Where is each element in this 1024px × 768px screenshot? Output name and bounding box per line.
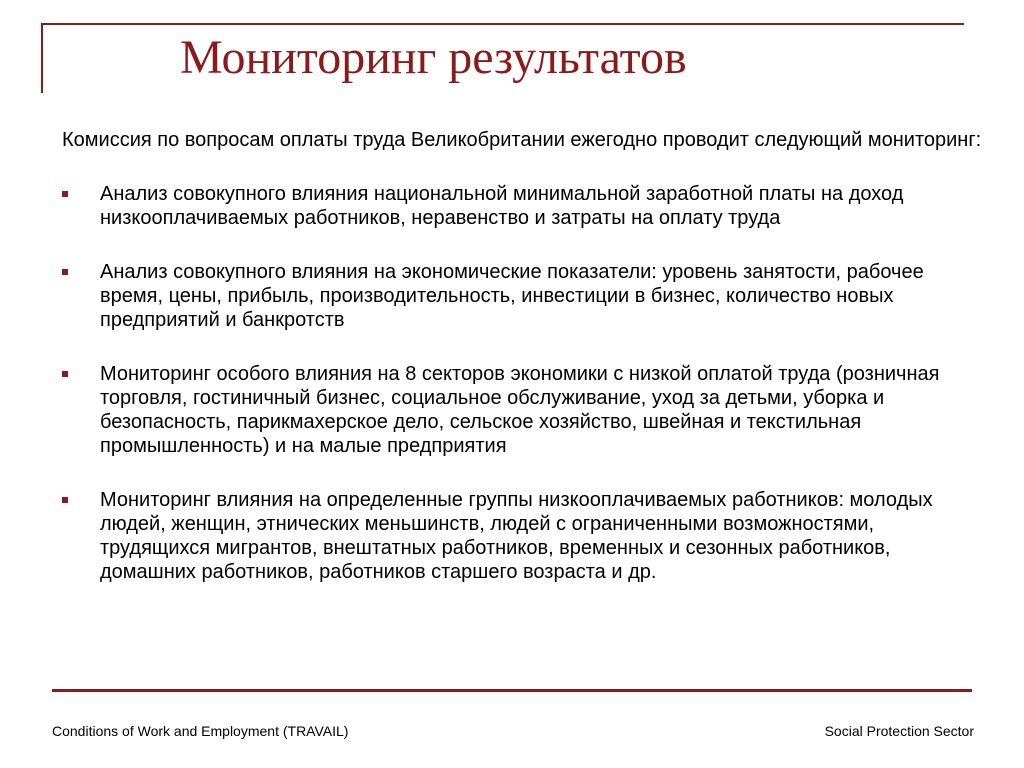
bullet-item — [62, 362, 982, 458]
bullet-text: Анализ совокупного влияния на экономические показатели: уровень занятости, рабочее время, цены, прибыль, производительность, инвестиции в бизнес, количество новых предприятий и банкротств — [100, 261, 924, 331]
slide-content — [62, 128, 982, 614]
square-bullet-icon — [62, 191, 68, 197]
bullet-list — [62, 182, 982, 584]
title-frame-left-rule — [41, 23, 43, 93]
footer-rule — [52, 689, 972, 692]
bullet-item — [62, 182, 982, 230]
footer-left-text: Conditions of Work and Employment (TRAVAIL) — [52, 723, 349, 739]
square-bullet-icon — [62, 371, 68, 377]
square-bullet-icon — [62, 269, 68, 275]
title-frame-top-rule — [41, 23, 964, 25]
square-bullet-icon — [62, 497, 68, 503]
slide-title: Мониторинг результатов — [180, 31, 687, 84]
bullet-text: Мониторинг особого влияния на 8 секторов экономики с низкой оплатой труда (розничная торговля, гостиничный бизнес, социальное обслуживание, уход за детьми, уборка и безопасность, парикмахерское дело, сельское хозяйство, швейная и текстильная промышленность) и на малые предприятия — [100, 363, 940, 457]
intro-paragraph: Комиссия по вопросам оплаты труда Великобритании ежегодно проводит следующий мониторинг: — [62, 129, 982, 151]
bullet-item — [62, 260, 982, 332]
bullet-text: Анализ совокупного влияния национальной минимальной заработной платы на доход низкооплачиваемых работников, неравенство и затраты на оплату труда — [100, 183, 904, 229]
bullet-text: Мониторинг влияния на определенные группы низкооплачиваемых работников: молодых людей, женщин, этнических меньшинств, людей с ограниченными возможностями, трудящихся мигрантов, внештатных работников, временных и сезонных работников, домашних работников, работников старшего возраста и др. — [100, 489, 933, 583]
bullet-item — [62, 488, 982, 584]
footer-right-text: Social Protection Sector — [824, 723, 974, 739]
